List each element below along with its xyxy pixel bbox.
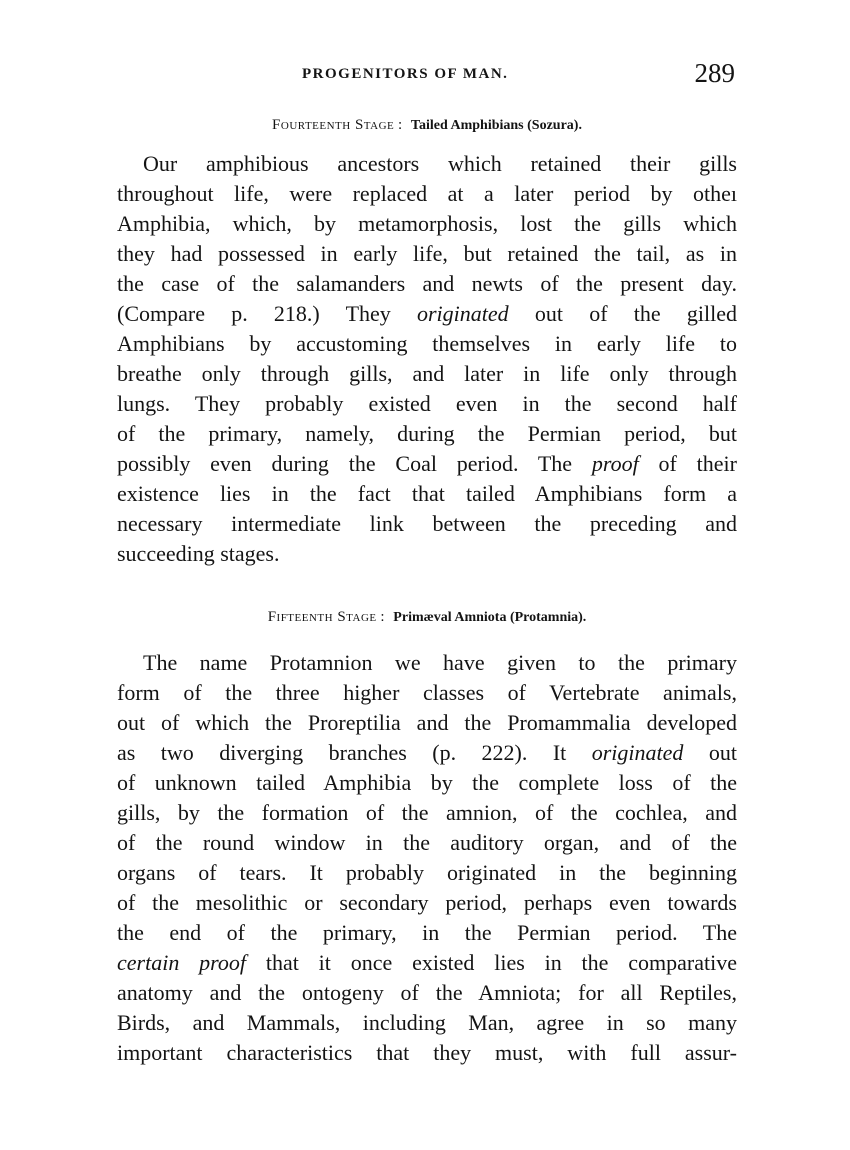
text-line: necessary intermediate link between the preceding and [117, 511, 737, 536]
text-line: important characteristics that they must, with full assur- [117, 1040, 737, 1065]
italic-word: proof [591, 451, 639, 476]
text-line: lungs. They probably existed even in the second half [117, 391, 737, 416]
stage-label: Fifteenth Stage [267, 609, 377, 625]
italic-phrase: certain proof [117, 950, 247, 975]
section-heading-fourteenth [117, 117, 737, 134]
heading-separator: : [398, 117, 403, 133]
text-line: succeeding stages. [117, 541, 280, 566]
italic-word: originated [591, 740, 684, 765]
running-title: PROGENITORS OF MAN. [302, 66, 509, 82]
text-line: (Compare p. 218.) They originated out of the gilled [117, 301, 737, 326]
text-line: form of the three higher classes of Vertebrate animals, [117, 680, 737, 705]
text-line: Amphibians by accustoming themselves in early life to [117, 331, 737, 356]
text-line: organs of tears. It probably originated in the beginning [117, 860, 737, 885]
text-line: of the primary, namely, during the Permian period, but [117, 421, 737, 446]
text-line: throughout life, were replaced at a later period by otheı [117, 181, 737, 206]
text-line: possibly even during the Coal period. The proof of their [117, 451, 737, 476]
text-line: Birds, and Mammals, including Man, agree in so many [117, 1010, 737, 1035]
text-line: they had possessed in early life, but retained the tail, as in [117, 241, 737, 266]
text-line: of the round window in the auditory organ, and of the [117, 830, 737, 855]
text-line: as two diverging branches (p. 222). It originated out [117, 740, 737, 765]
text-line: gills, by the formation of the amnion, of the cochlea, and [117, 800, 737, 825]
text-line: out of which the Proreptilia and the Promammalia developed [117, 710, 737, 735]
text-line: of the mesolithic or secondary period, perhaps even towards [117, 890, 737, 915]
text-line: The name Protamnion we have given to the primary [143, 650, 737, 675]
text-line: the end of the primary, in the Permian period. The [117, 920, 737, 945]
text-line: the case of the salamanders and newts of the present day. [117, 271, 737, 296]
text-line: certain proof that it once existed lies in the comparative [117, 950, 737, 975]
text-line: Amphibia, which, by metamorphosis, lost the gills which [117, 211, 737, 236]
stage-title: Tailed Amphibians (Sozura). [410, 118, 582, 133]
text-line: Our amphibious ancestors which retained their gills [143, 151, 737, 176]
stage-title: Primæval Amniota (Protamnia). [393, 610, 587, 625]
stage-label: Fourteenth Stage [272, 117, 395, 133]
section-heading-fifteenth [117, 609, 737, 626]
running-head [117, 58, 737, 94]
book-page [117, 0, 737, 1150]
text-line: anatomy and the ontogeny of the Amniota; for all Reptiles, [117, 980, 737, 1005]
page-number: 289 [694, 58, 735, 88]
text-line: of unknown tailed Amphibia by the complete loss of the [117, 770, 737, 795]
text-line: existence lies in the fact that tailed Amphibians form a [117, 481, 737, 506]
text-line: breathe only through gills, and later in life only through [117, 361, 737, 386]
italic-word: originated [417, 301, 509, 326]
heading-separator: : [380, 609, 385, 625]
